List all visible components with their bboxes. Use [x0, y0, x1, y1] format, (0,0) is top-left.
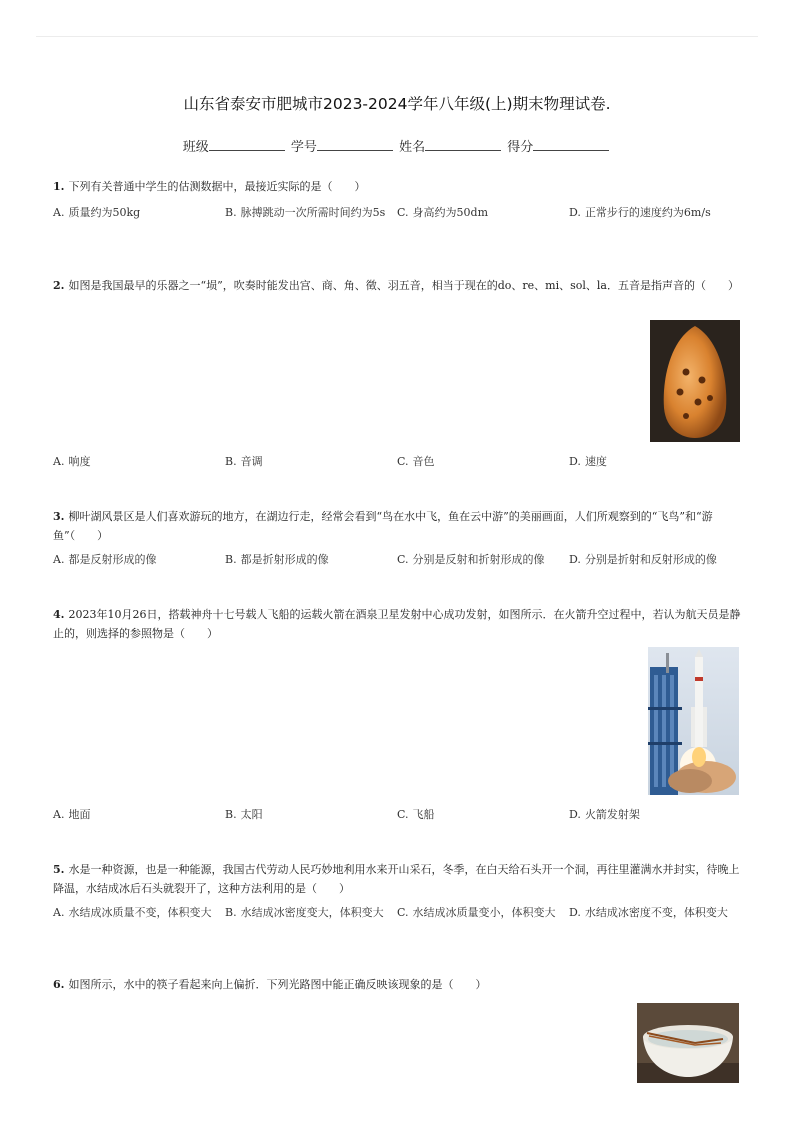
- question-1: [53, 177, 741, 196]
- question-number: 4.: [53, 608, 65, 621]
- name-field-label: 姓名: [399, 140, 426, 155]
- chopsticks-in-bowl-image: [637, 1003, 739, 1083]
- option-a[interactable]: A. 地面: [53, 808, 91, 821]
- question-number: 5.: [53, 863, 65, 876]
- rocket-launch-image: [648, 647, 739, 795]
- student-id-field-blank[interactable]: [317, 138, 393, 151]
- score-field-label: 得分: [507, 140, 534, 155]
- question-number: 2.: [53, 279, 65, 292]
- option-c[interactable]: C. 音色: [397, 455, 435, 468]
- option-d[interactable]: D. 水结成冰密度不变，体积变大: [569, 906, 728, 919]
- question-3: [53, 507, 741, 545]
- option-b[interactable]: B. 脉搏跳动一次所需时间约为5s: [225, 206, 386, 219]
- score-field-blank[interactable]: [533, 138, 609, 151]
- option-a[interactable]: A. 水结成冰质量不变，体积变大: [53, 906, 212, 919]
- question-2: [53, 276, 741, 295]
- question-6: [53, 975, 741, 994]
- question-stem: 2023年10月26日，搭载神舟十七号载人飞船的运载火箭在酒泉卫星发射中心成功发射，如图所示．在火箭升空过程中，若认为航天员是静止的，则选择的参照物是（ ）: [53, 608, 741, 640]
- class-field-label: 班级: [182, 140, 209, 155]
- option-a[interactable]: A. 质量约为50kg: [53, 206, 141, 219]
- question-stem: 柳叶湖风景区是人们喜欢游玩的地方，在湖边行走，经常会看到“鸟在水中飞，鱼在云中游”的美丽画面，人们所观察到的“飞鸟”和“游鱼”（ ）: [53, 510, 713, 542]
- option-c[interactable]: C. 分别是反射和折射形成的像: [397, 553, 545, 566]
- option-c[interactable]: C. 水结成冰质量变小，体积变大: [397, 906, 556, 919]
- xun-instrument-image: [650, 320, 740, 442]
- page-title: 山东省泰安市肥城市2023-2024学年八年级(上)期末物理试卷.: [183, 95, 611, 113]
- option-c[interactable]: C. 飞船: [397, 808, 435, 821]
- question-stem: 水是一种资源，也是一种能源，我国古代劳动人民巧妙地利用水来开山采石，冬季，在白天给石头开一个洞，再往里灌满水并封实，待晚上降温，水结成冰后石头就裂开了，这种方法利用的是（ ）: [53, 863, 740, 895]
- question-number: 6.: [53, 978, 65, 991]
- option-d[interactable]: D. 分别是折射和反射形成的像: [569, 553, 717, 566]
- header-rule: [36, 36, 758, 37]
- option-c[interactable]: C. 身高约为50dm: [397, 206, 489, 219]
- question-number: 3.: [53, 510, 65, 523]
- question-4: [53, 605, 741, 643]
- question-stem: 如图是我国最早的乐器之一“埙”，吹奏时能发出宫、商、角、徵、羽五音，相当于现在的do、re、mi、sol、la．五音是指声音的（ ）: [68, 279, 739, 292]
- question-stem: 下列有关普通中学生的估测数据中，最接近实际的是（ ）: [68, 180, 366, 193]
- option-d[interactable]: D. 正常步行的速度约为6m/s: [569, 206, 711, 219]
- class-field-blank[interactable]: [209, 138, 285, 151]
- option-a[interactable]: A. 响度: [53, 455, 91, 468]
- option-b[interactable]: B. 太阳: [225, 808, 263, 821]
- option-b[interactable]: B. 水结成冰密度变大，体积变大: [225, 906, 384, 919]
- question-5: [53, 860, 741, 898]
- question-number: 1.: [53, 180, 65, 193]
- student-id-field-label: 学号: [290, 140, 317, 155]
- option-b[interactable]: B. 都是折射形成的像: [225, 553, 329, 566]
- student-info-line: [0, 136, 794, 155]
- name-field-blank[interactable]: [425, 138, 501, 151]
- option-d[interactable]: D. 速度: [569, 455, 607, 468]
- option-d[interactable]: D. 火箭发射架: [569, 808, 640, 821]
- question-stem: 如图所示，水中的筷子看起来向上偏折．下列光路图中能正确反映该现象的是（ ）: [68, 978, 487, 991]
- option-b[interactable]: B. 音调: [225, 455, 263, 468]
- option-a[interactable]: A. 都是反射形成的像: [53, 553, 157, 566]
